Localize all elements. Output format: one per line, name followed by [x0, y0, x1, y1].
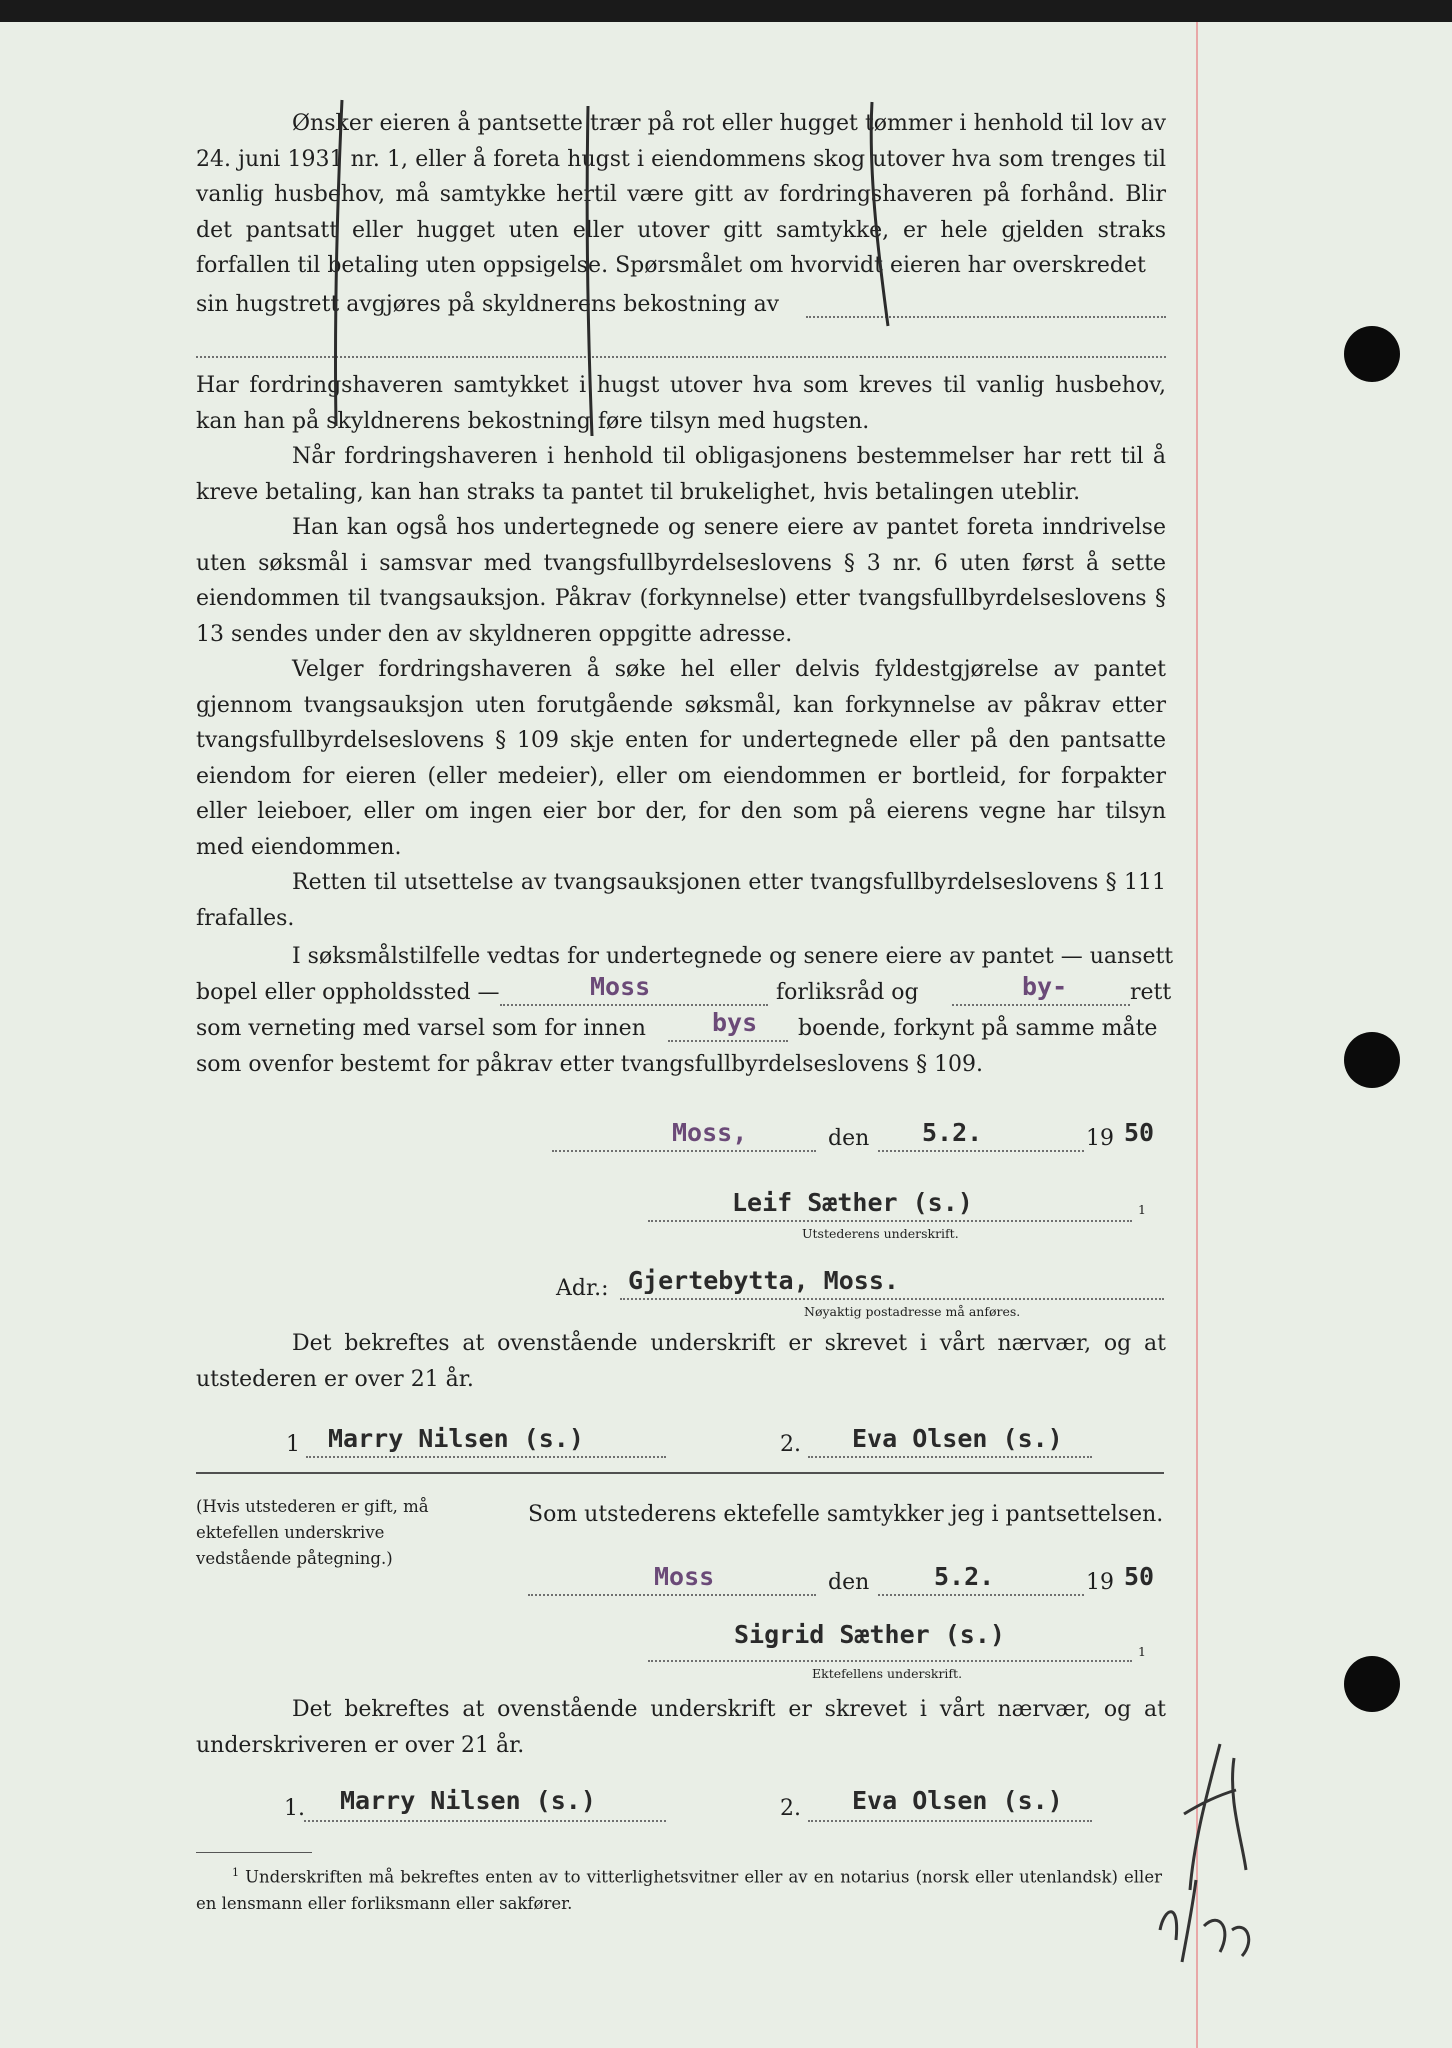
signing-den: den	[828, 1126, 870, 1151]
filled-innen: bys	[712, 1008, 758, 1037]
paragraph-venue-line1: I søksmålstilfelle vedtas for undertegnede og senere eiere av pantet — uansett	[292, 944, 1174, 969]
witness2-name: Eva Olsen (s.)	[852, 1424, 1063, 1453]
address-line	[620, 1298, 1164, 1300]
filled-rett: by-	[1022, 972, 1068, 1001]
witness2-2-number: 2.	[780, 1796, 801, 1821]
paragraph-venue-line3b: boende, forkynt på samme måte	[798, 1016, 1158, 1041]
witness-line	[808, 1456, 1092, 1458]
witness1-name: Marry Nilsen (s.)	[328, 1424, 584, 1453]
paragraph-collection: Han kan også hos undertegnede og senere eiere av pantet foreta inndrivelse uten søksmål i samsvar med tvangsfullbyrdelseslovens § 3 nr. 6 uten først å sette eiendommen til tvangsauksjon. Påkrav (forkynnelse) etter tvangsfullbyrdelseslovens § 13 sendes under den av skyldneren oppgitte adresse.	[196, 515, 1166, 647]
spouse-year-suffix: 50	[1124, 1562, 1155, 1591]
fill-line	[528, 1594, 816, 1596]
signing-year-suffix: 50	[1124, 1118, 1155, 1147]
footnote-mark: 1	[1138, 1644, 1146, 1659]
witness2-number: 2.	[780, 1432, 801, 1457]
fill-line	[952, 1004, 1130, 1006]
fill-line	[552, 1150, 816, 1152]
spouse-signature-caption: Ektefellens underskrift.	[812, 1666, 963, 1681]
address-label: Adr.:	[556, 1276, 609, 1301]
witness-line	[808, 1820, 1092, 1822]
signature-line	[648, 1660, 1132, 1662]
filled-forliksrad: Moss	[590, 972, 651, 1001]
paragraph-postponement: Retten til utsettelse av tvangsauksjonen etter tvangsfullbyrdelseslovens § 111 frafalles.	[196, 870, 1166, 931]
footnote-text	[196, 1860, 1162, 1917]
pen-strokes	[320, 96, 900, 456]
witness-statement-2: Det bekreftes at ovenstående underskrift er skrevet i vårt nærvær, og at underskriveren er over 21 år.	[196, 1697, 1166, 1758]
section-divider	[196, 1472, 1164, 1474]
witness2-1-number: 1.	[284, 1796, 305, 1821]
spouse-signature: Sigrid Sæther (s.)	[734, 1620, 1005, 1649]
spouse-side-note: (Hvis utstederen er gift, må ektefellen underskrive vedstående påtegning.)	[196, 1497, 429, 1568]
issuer-signature: Leif Sæther (s.)	[732, 1188, 973, 1217]
spouse-place: Moss	[654, 1562, 715, 1591]
paragraph-felling: Ønsker eieren å pantsette trær på rot eller hugget tømmer i henhold til lov av 24. juni 1931 nr. 1, eller å foreta hugst i eiendommens skog utover hva som trenges til vanlig husbehov, må samtykke hertil være gitt av fordringshaveren på forhånd. Blir det pantsatt eller hugget uten eller utover gitt samtykke, er hele gjelden straks forfallen til betaling uten oppsigelse. Spørsmålet om hvorvidt eieren har overskredet	[196, 111, 1166, 278]
paragraph-venue-line2a: bopel eller oppholdssted —	[196, 980, 500, 1005]
witness2-1-name: Marry Nilsen (s.)	[340, 1786, 596, 1815]
spouse-den: den	[828, 1570, 870, 1595]
witness-statement-1: Det bekreftes at ovenstående underskrift er skrevet i vårt nærvær, og at utstederen er over 21 år.	[196, 1331, 1166, 1392]
paragraph-venue-line4: som ovenfor bestemt for påkrav etter tvangsfullbyrdelseslovens § 109.	[196, 1052, 984, 1077]
footnote-number: 1	[232, 1866, 239, 1879]
paragraph-venue-line3a: som verneting med varsel som for innen	[196, 1016, 646, 1041]
spouse-date: 5.2.	[934, 1562, 995, 1591]
punch-hole	[1344, 1032, 1400, 1088]
signing-place: Moss,	[672, 1118, 748, 1147]
signing-date: 5.2.	[922, 1118, 983, 1147]
paragraph-auction: Velger fordringshaveren å søke hel eller delvis fyldestgjørelse av pantet gjennom tvangsauksjon uten forutgående søksmål, kan forkynnelse av påkrav etter tvangsfullbyrdelseslovens § 109 skje enten for undertegnede eller på den pantsatte eiendom for eieren (eller medeier), eller om eiendommen er bortleid, for forpakter eller leieboer, eller om ingen eier bor der, for den som på eierens vegne har tilsyn med eiendommen.	[196, 657, 1166, 860]
footnote-mark: 1	[1138, 1202, 1146, 1217]
paragraph-venue-line2c: rett	[1130, 980, 1172, 1005]
paragraph-payment: Når fordringshaveren i henhold til obligasjonens bestemmelser har rett til å kreve betaling, kan han straks ta pantet til brukelighet, hvis betalingen uteblir.	[196, 444, 1166, 505]
signature-caption: Utstederens underskrift.	[802, 1226, 959, 1241]
scan-top-edge	[0, 0, 1452, 22]
handwritten-initials	[1150, 1730, 1270, 1970]
spouse-year-prefix: 19	[1086, 1570, 1114, 1595]
fill-line	[500, 1004, 768, 1006]
fill-line	[668, 1040, 788, 1042]
spouse-consent: Som utstederens ektefelle samtykker jeg i pantsettelsen.	[528, 1502, 1164, 1527]
fill-line	[878, 1594, 1084, 1596]
paragraph-supervision: Har fordringshaveren samtykket i hugst utover hva som kreves til vanlig husbehov, kan han på skyldnerens bekostning føre tilsyn med hugsten.	[196, 373, 1166, 434]
footnote-rule	[196, 1852, 312, 1853]
witness-line	[304, 1820, 666, 1822]
witness1-number: 1	[286, 1432, 300, 1457]
witness-line	[306, 1456, 666, 1458]
punch-hole	[1344, 326, 1400, 382]
punch-hole	[1344, 1656, 1400, 1712]
witness2-2-name: Eva Olsen (s.)	[852, 1786, 1063, 1815]
issuer-address: Gjertebytta, Moss.	[628, 1266, 899, 1295]
fill-line	[878, 1150, 1084, 1152]
signing-year-prefix: 19	[1086, 1126, 1114, 1151]
paragraph-felling-last-line: sin hugstrett avgjøres på skyldnerens bekostning av	[196, 292, 780, 317]
signature-line	[648, 1220, 1132, 1222]
address-caption: Nøyaktig postadresse må anføres.	[804, 1304, 1021, 1319]
paragraph-venue-line2b: forliksråd og	[776, 980, 919, 1005]
footnote-body: Underskriften må bekreftes enten av to vitterlighetsvitner eller av en notarius (norsk eller utenlandsk) eller en lensmann eller forliksmann eller sakfører.	[196, 1867, 1162, 1913]
